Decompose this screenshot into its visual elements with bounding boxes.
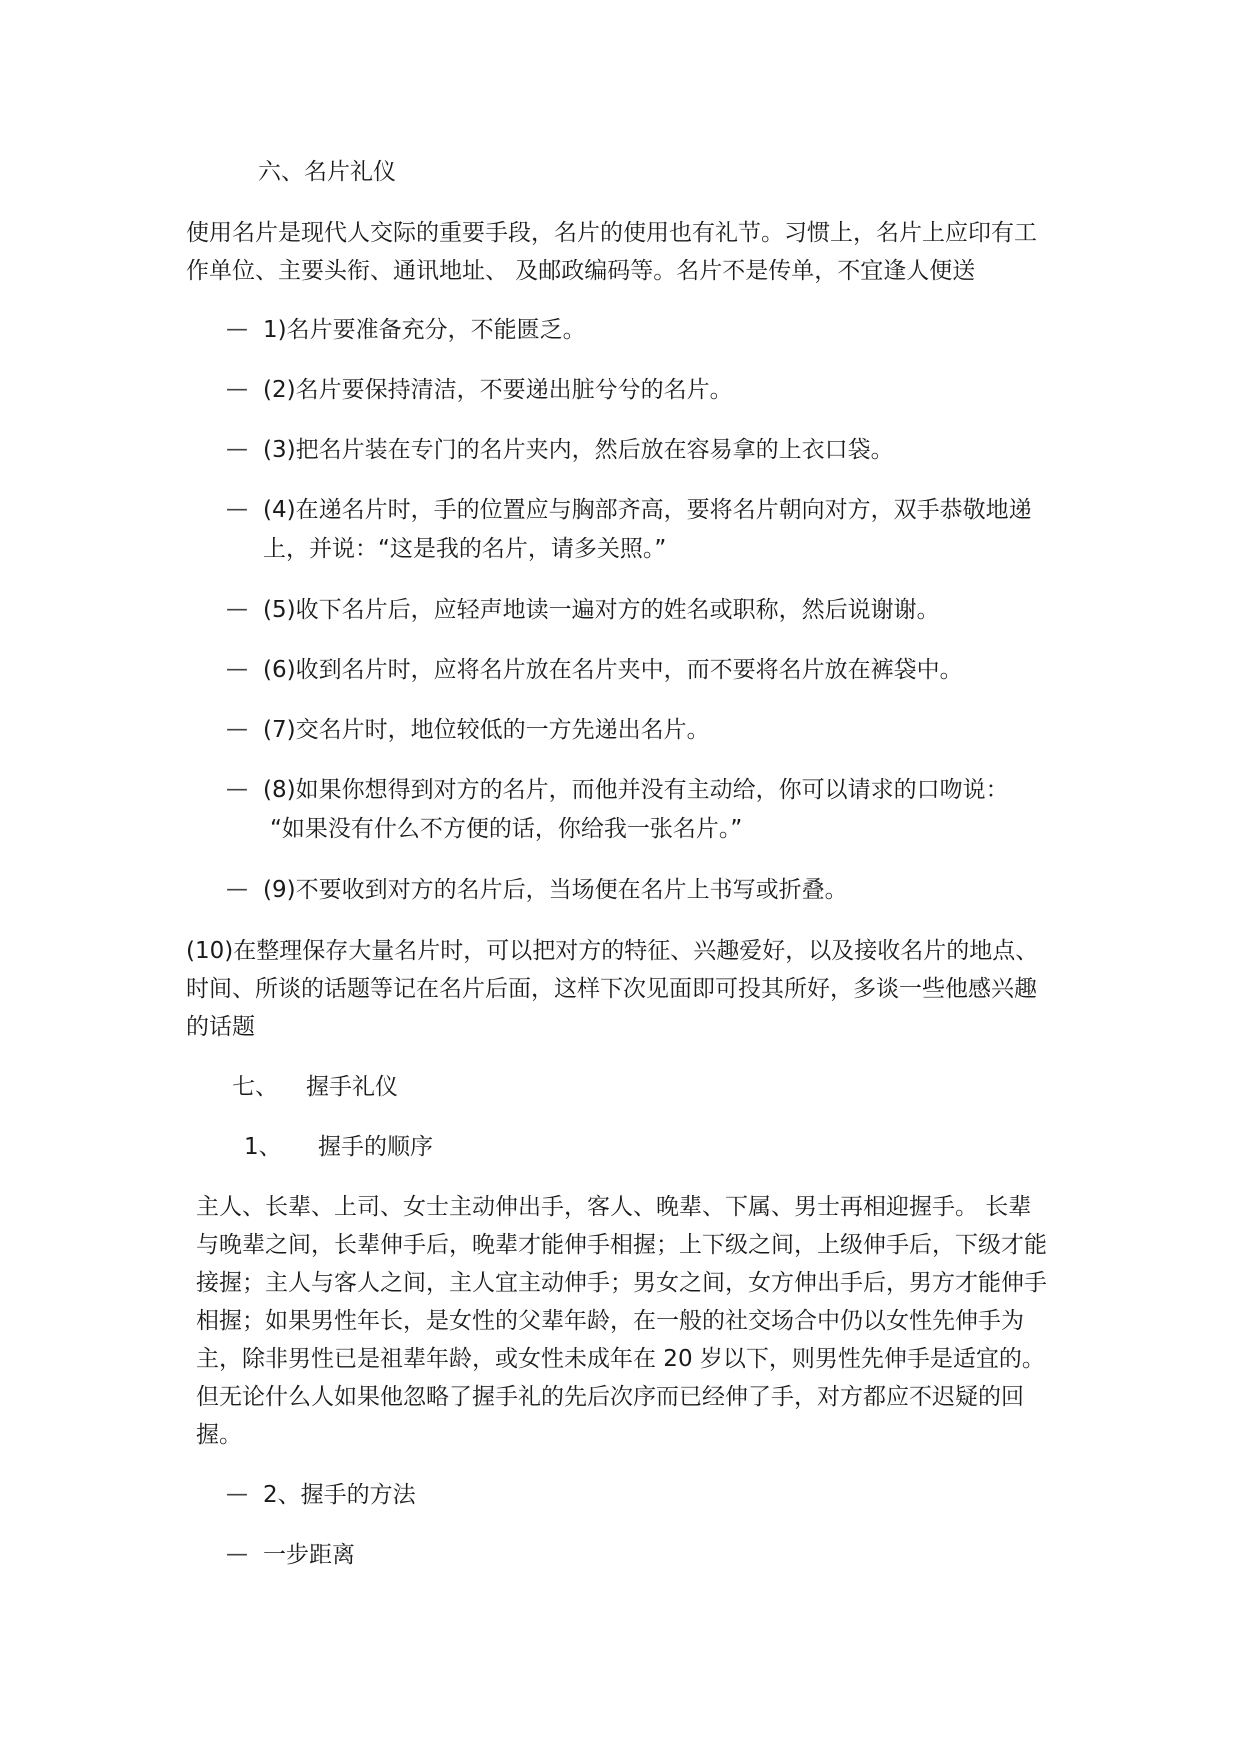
bullet-dash: — xyxy=(226,437,248,462)
list-item: 2、握手的方法 xyxy=(263,1482,416,1508)
bullet-dash: — xyxy=(226,657,248,682)
list-item: (2)名片要保持清洁，不要递出脏兮兮的名片。 xyxy=(263,377,733,403)
paragraph-line: 主，除非男性已是祖辈年龄，或女性未成年在 20 岁以下，则男性先伸手是适宜的。 xyxy=(196,1346,1045,1372)
paragraph-line: 的话题 xyxy=(186,1014,255,1040)
paragraph-line: 与晚辈之间，长辈伸手后，晚辈才能伸手相握；上下级之间，上级伸手后，下级才能 xyxy=(196,1232,1047,1258)
paragraph-line: 主人、长辈、上司、女士主动伸出手，客人、晚辈、下属、男士再相迎握手。 长辈 xyxy=(196,1194,1032,1220)
bullet-dash: — xyxy=(226,317,248,342)
list-item: 1)名片要准备充分，不能匮乏。 xyxy=(263,317,586,343)
section-heading: 握手礼仪 xyxy=(306,1074,398,1100)
list-item: (9)不要收到对方的名片后，当场便在名片上书写或折叠。 xyxy=(263,877,848,903)
section-heading: 六、名片礼仪 xyxy=(258,159,396,185)
paragraph-line: 时间、所谈的话题等记在名片后面，这样下次见面即可投其所好，多谈一些他感兴趣 xyxy=(186,976,1037,1002)
list-item: 一步距离 xyxy=(263,1542,355,1568)
list-item-continuation: “如果没有什么不方便的话，你给我一张名片。” xyxy=(270,816,743,842)
list-item: (4)在递名片时，手的位置应与胸部齐高，要将名片朝向对方，双手恭敬地递 xyxy=(263,497,1032,523)
list-item: (5)收下名片后，应轻声地读一遍对方的姓名或职称，然后说谢谢。 xyxy=(263,597,940,623)
paragraph-line: (10)在整理保存大量名片时，可以把对方的特征、兴趣爱好，以及接收名片的地点、 xyxy=(186,938,1039,964)
bullet-dash: — xyxy=(226,597,248,622)
list-item: (3)把名片装在专门的名片夹内，然后放在容易拿的上衣口袋。 xyxy=(263,437,894,463)
subheading-number: 1、 xyxy=(244,1134,282,1160)
list-item-continuation: 上，并说：“这是我的名片，请多关照。” xyxy=(263,536,667,562)
bullet-dash: — xyxy=(226,877,248,902)
bullet-dash: — xyxy=(226,377,248,402)
paragraph-line: 作单位、主要头衔、通讯地址、 及邮政编码等。名片不是传单，不宜逢人便送 xyxy=(186,258,976,284)
bullet-dash: — xyxy=(226,497,248,522)
subheading: 握手的顺序 xyxy=(318,1134,433,1160)
paragraph-line: 相握；如果男性年长，是女性的父辈年龄，在一般的社交场合中仍以女性先伸手为 xyxy=(196,1308,1024,1334)
list-item: (8)如果你想得到对方的名片，而他并没有主动给，你可以请求的口吻说： xyxy=(263,777,1009,803)
bullet-dash: — xyxy=(226,1542,248,1567)
bullet-dash: — xyxy=(226,777,248,802)
list-item: (6)收到名片时，应将名片放在名片夹中，而不要将名片放在裤袋中。 xyxy=(263,657,963,683)
paragraph-line: 但无论什么人如果他忽略了握手礼的先后次序而已经伸了手，对方都应不迟疑的回 xyxy=(196,1384,1024,1410)
paragraph-line: 使用名片是现代人交际的重要手段，名片的使用也有礼节。习惯上，名片上应印有工 xyxy=(186,220,1037,246)
bullet-dash: — xyxy=(226,1482,248,1507)
bullet-dash: — xyxy=(226,717,248,742)
section-heading-number: 七、 xyxy=(232,1074,278,1100)
paragraph-line: 握。 xyxy=(196,1422,242,1448)
list-item: (7)交名片时，地位较低的一方先递出名片。 xyxy=(263,717,710,743)
paragraph-line: 接握；主人与客人之间，主人宜主动伸手；男女之间，女方伸出手后，男方才能伸手 xyxy=(196,1270,1047,1296)
